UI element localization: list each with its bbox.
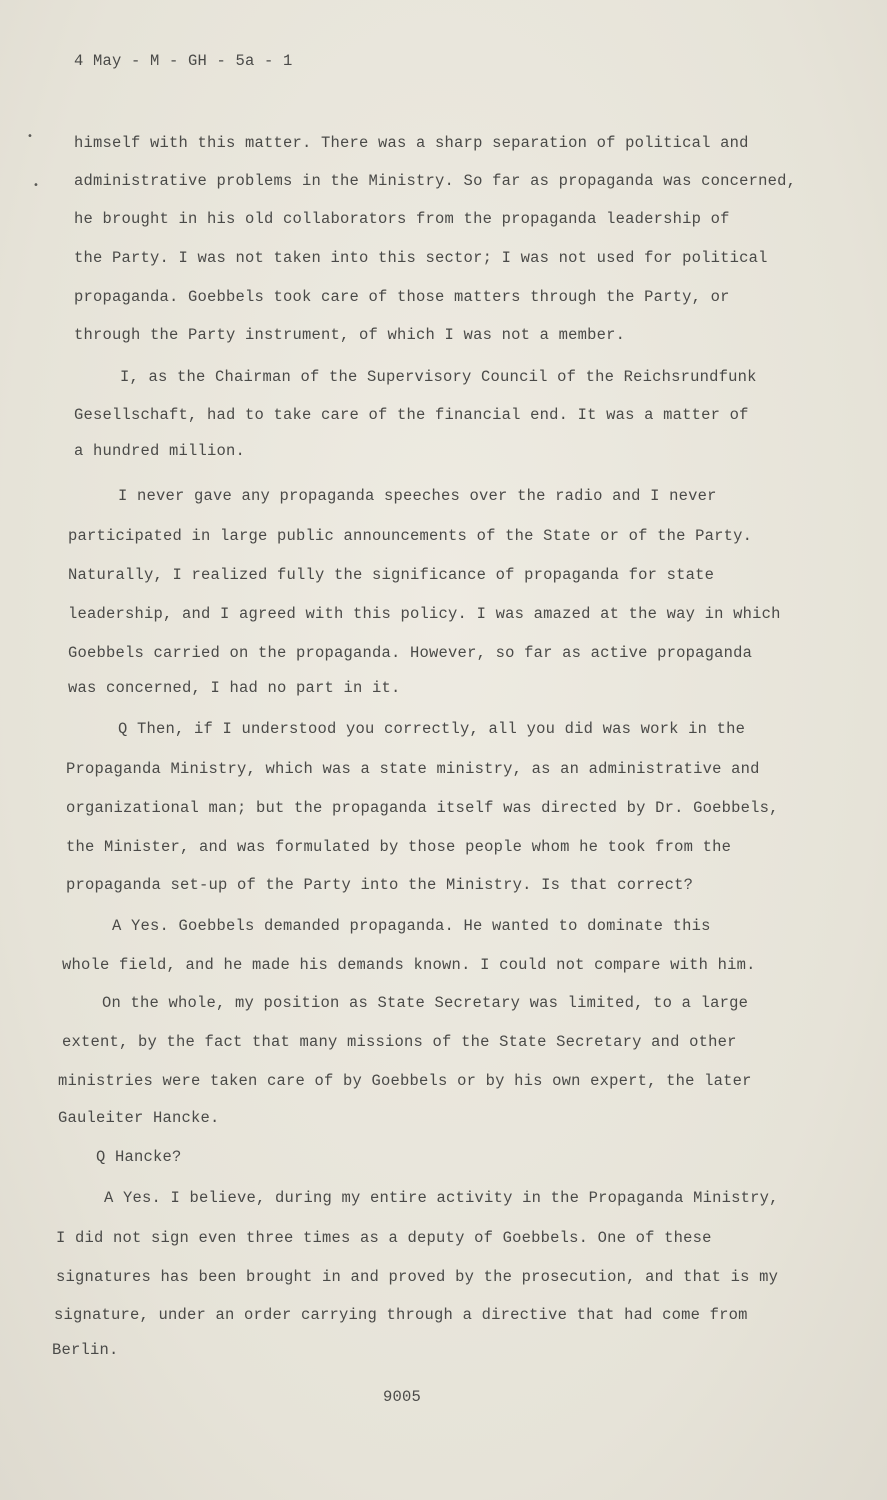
text-line: signatures has been brought in and proved by the prosecution, and that is my — [56, 1268, 779, 1286]
margin-mark: • — [33, 180, 39, 191]
text-line: Q Hancke? — [96, 1148, 182, 1166]
text-line: signature, under an order carrying through a directive that had come from — [54, 1306, 748, 1324]
text-line: Naturally, I realized fully the significance of propaganda for state — [68, 566, 715, 584]
text-line: I never gave any propaganda speeches over the radio and I never — [118, 487, 717, 505]
text-line: Berlin. — [52, 1341, 119, 1359]
text-line: the Party. I was not taken into this sector; I was not used for political — [74, 249, 768, 267]
text-line: leadership, and I agreed with this policy. I was amazed at the way in which — [68, 605, 781, 623]
text-line: was concerned, I had no part in it. — [68, 679, 401, 697]
text-line: A Yes. I believe, during my entire activity in the Propaganda Ministry, — [104, 1189, 779, 1207]
text-line: the Minister, and was formulated by those people whom he took from the — [66, 838, 732, 856]
text-line: A Yes. Goebbels demanded propaganda. He wanted to dominate this — [112, 917, 711, 935]
text-line: I, as the Chairman of the Supervisory Council of the Reichsrundfunk — [120, 368, 757, 386]
text-line: Q Then, if I understood you correctly, all you did was work in the — [118, 720, 746, 738]
text-line: propaganda. Goebbels took care of those matters through the Party, or — [74, 288, 730, 306]
margin-mark: • — [27, 131, 33, 142]
text-line: administrative problems in the Ministry. So far as propaganda was concerned, — [74, 172, 797, 190]
text-line: he brought in his old collaborators from the propaganda leadership of — [74, 210, 730, 228]
page-number: 9005 — [383, 1388, 422, 1406]
text-line: propaganda set-up of the Party into the Ministry. Is that correct? — [66, 876, 694, 894]
text-line: organizational man; but the propaganda itself was directed by Dr. Goebbels, — [66, 799, 779, 817]
text-line: Goebbels carried on the propaganda. However, so far as active propaganda — [68, 644, 753, 662]
text-line: through the Party instrument, of which I was not a member. — [74, 326, 626, 344]
text-line: Propaganda Ministry, which was a state ministry, as an administrative and — [66, 760, 760, 778]
text-line: extent, by the fact that many missions of the State Secretary and other — [62, 1033, 737, 1051]
text-line: I did not sign even three times as a deputy of Goebbels. One of these — [56, 1229, 712, 1247]
text-line: participated in large public announcements of the State or of the Party. — [68, 527, 753, 545]
text-line: whole field, and he made his demands known. I could not compare with him. — [62, 956, 756, 974]
text-line: On the whole, my position as State Secretary was limited, to a large — [102, 994, 749, 1012]
text-line: ministries were taken care of by Goebbels or by his own expert, the later — [58, 1072, 752, 1090]
text-line: a hundred million. — [74, 442, 246, 460]
text-line: himself with this matter. There was a sharp separation of political and — [74, 134, 749, 152]
page-header: 4 May - M - GH - 5a - 1 — [74, 52, 293, 70]
text-line: Gesellschaft, had to take care of the financial end. It was a matter of — [74, 406, 749, 424]
text-line: Gauleiter Hancke. — [58, 1109, 220, 1127]
